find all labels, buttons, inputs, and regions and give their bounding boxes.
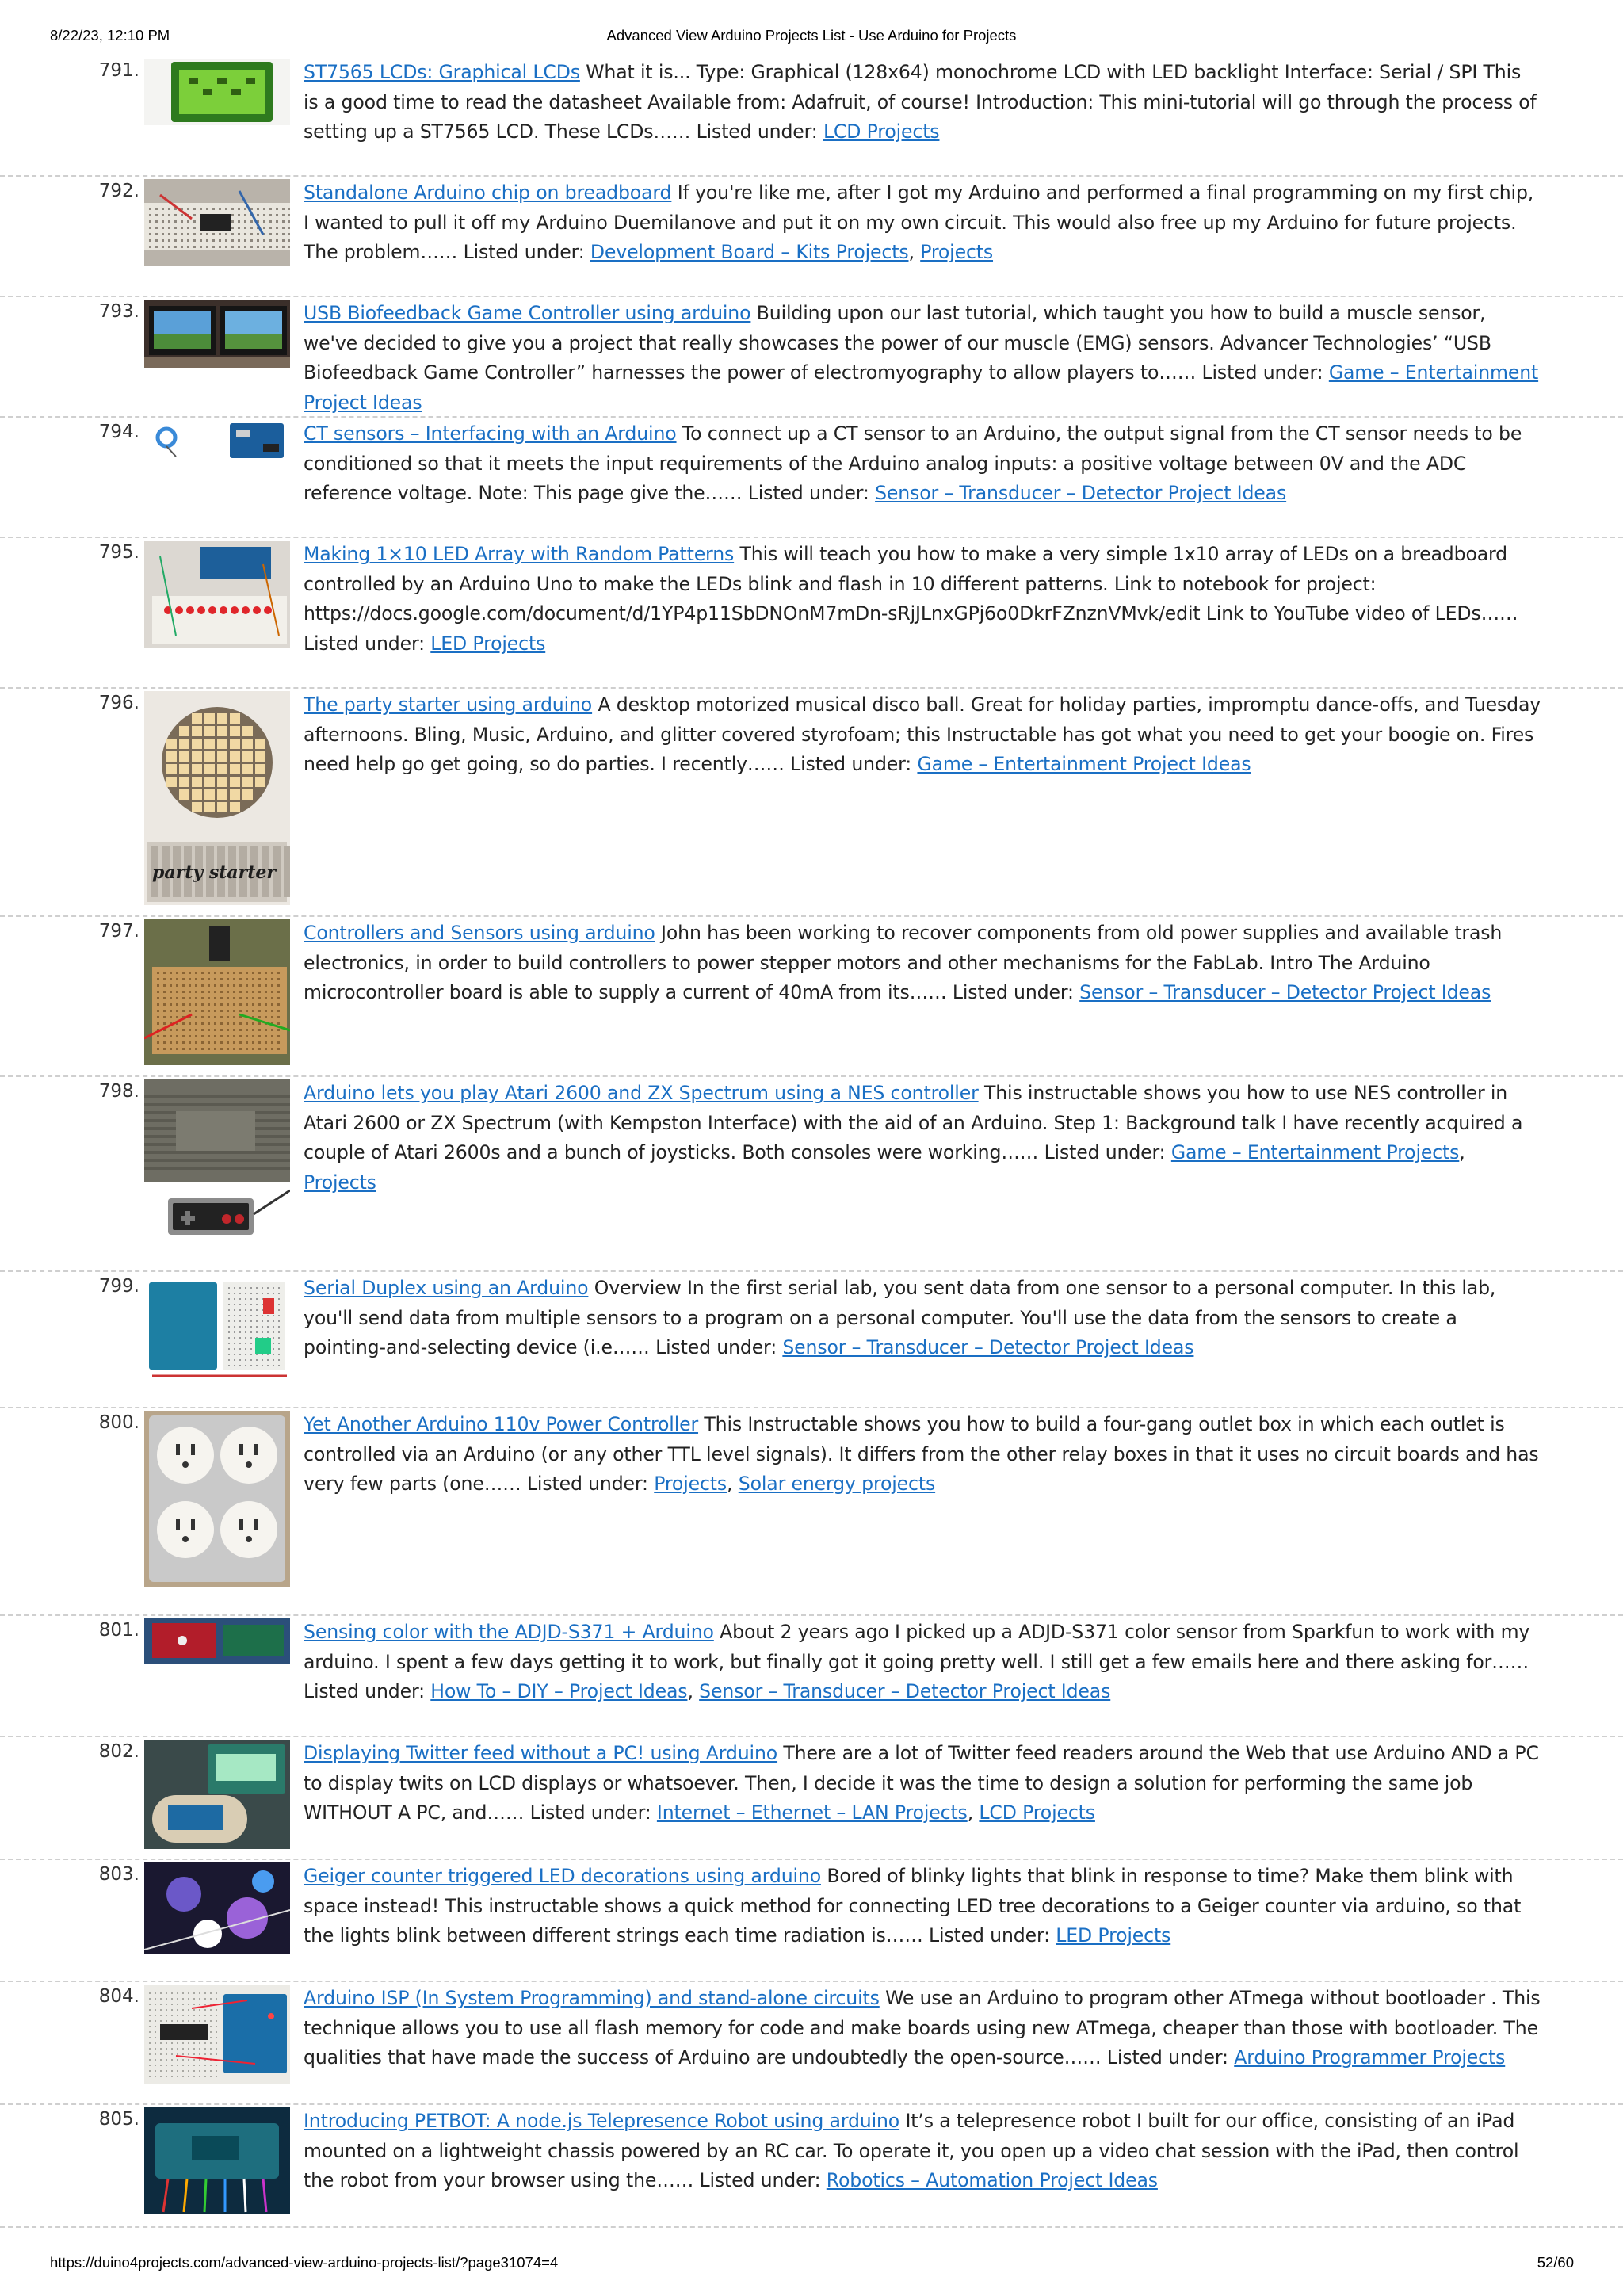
perfboard-photo [144,919,290,1065]
entry-number: 792. [98,181,139,201]
entry-text [304,2107,1541,2196]
entry-number: 800. [98,1412,139,1433]
entry-title-link[interactable]: Geiger counter triggered LED decorations using arduino [304,1865,821,1887]
category-link[interactable]: LED Projects [430,632,546,655]
category-link[interactable]: Robotics – Automation Project Ideas [826,2169,1158,2191]
entry-text [304,1274,1541,1363]
disco-ball-photo [144,691,290,905]
category-link[interactable]: Projects [920,241,994,263]
entry-title-link[interactable]: Making 1×10 LED Array with Random Patterns [304,543,735,565]
project-entry [0,297,1623,418]
print-footer [0,2254,1623,2273]
entry-description: It’s a telepresence robot I built for our office, consisting of an iPad mounted on a lightweight chassis powered by an RC car. To operate it, you open up a video chat session with the iPad, then control the robot from your browser using the…… [304,2110,1519,2191]
category-link[interactable]: LCD Projects [979,1801,1095,1824]
entry-description: There are a lot of Twitter feed readers around the Web that use Arduino AND a PC to display twits on LCD displays or whatsoever. Then, I decide it was the time to design a solution for performing the same job WITHOUT A PC, and…… [304,1742,1539,1824]
entry-number: 796. [98,693,139,713]
entry-thumbnail[interactable] [144,1862,290,1954]
entry-thumbnail[interactable] [144,1985,290,2084]
twitter-lcd-photo [144,1740,290,1849]
listed-under-label: Listed under: [304,1680,431,1702]
category-link[interactable]: Sensor – Transducer – Detector Project Ideas [1079,981,1491,1003]
category-link[interactable]: Sensor – Transducer – Detector Project Ideas [875,482,1287,504]
entry-thumbnail[interactable] [144,59,290,125]
entry-text [304,419,1541,509]
category-link[interactable]: Sensor – Transducer – Detector Project Ideas [782,1336,1194,1358]
entry-number: 793. [98,301,139,322]
listed-under-label: Listed under: [699,2169,827,2191]
entry-thumbnail[interactable] [144,1618,290,1664]
entry-title-link[interactable]: CT sensors – Interfacing with an Arduino [304,422,677,445]
entry-number: 798. [98,1081,139,1102]
entry-number: 804. [98,1986,139,2007]
entry-title-link[interactable]: Controllers and Sensors using arduino [304,922,655,944]
entry-number: 797. [98,921,139,942]
color-sensor-photo [144,1618,290,1664]
entry-text [304,178,1541,268]
project-entry [0,1077,1623,1272]
listed-under-label: Listed under: [655,1336,783,1358]
entry-description: To connect up a CT sensor to an Arduino, the output signal from the CT sensor needs to be conditioned so that it meets the input requirements of the Arduino analog inputs: a positive voltage between 0V and the ADC reference voltage. Note: This page give the…… [304,422,1522,504]
category-link[interactable]: Game – Entertainment Project Ideas [304,361,1539,414]
listed-under-label: Listed under: [463,241,590,263]
entry-description: John has been working to recover components from old power supplies and available trash electronics, in order to build controllers to power stepper motors and other mechanisms for the FabLab. Intro The Arduino microcontroller board is able to supply a current of 40mA from its…… [304,922,1503,1003]
listed-under-label: Listed under: [790,753,918,775]
entry-number: 794. [98,422,139,442]
outlet-box-photo [144,1411,290,1587]
project-entry [0,2105,1623,2228]
entry-description: Building upon our last tutorial, which taught you how to build a muscle sensor, we've decided to give you a project that really showcases the power of our muscle (EMG) sensors. Advancer Technologies’ “USB Biofeedback Game Controller” harnesses the power of electromyography to allow players to…… [304,302,1491,384]
entry-text [304,1410,1541,1499]
category-separator: , [967,1801,980,1824]
led-array-photo [144,541,290,648]
entry-text [304,919,1541,1008]
category-link[interactable]: Projects [304,1171,376,1194]
entry-number: 803. [98,1864,139,1885]
project-entry [0,689,1623,917]
entry-text [304,58,1541,147]
listed-under-label: Listed under: [952,981,1080,1003]
listed-under-label: Listed under: [1044,1141,1171,1163]
entry-title-link[interactable]: Displaying Twitter feed without a PC! using Arduino [304,1742,778,1764]
breadboard-photo [144,179,290,266]
entry-description: A desktop motorized musical disco ball. Great for holiday parties, impromptu dance-offs, and Tuesday afternoons. Bling, Music, Arduino, and glitter covered styrofoam; this Instructable has got what you need to get your boogie on. Fires need help go get going, so do parties. I recently…… [304,693,1541,775]
led-decorations-photo [144,1862,290,1954]
category-separator: , [908,241,921,263]
project-entry [0,1408,1623,1616]
print-page-title: Advanced View Arduino Projects List - Use Arduino for Projects [606,27,1017,44]
entry-title-link[interactable]: Arduino ISP (In System Programming) and stand-alone circuits [304,1987,880,2009]
entry-text [304,1079,1541,1198]
entry-description: Bored of blinky lights that blink in response to time? Make them blink with space instead! This instructable shows a quick method for connecting LED tree decorations to a Geiger counter via arduino, so that the lights blink between different strings each time radiation is…… [304,1865,1522,1946]
entry-title-link[interactable]: USB Biofeedback Game Controller using arduino [304,302,751,324]
listed-under-label: Listed under: [1201,361,1329,384]
print-url: https://duino4projects.com/advanced-view-arduino-projects-list/?page31074=4 [50,2254,559,2271]
entry-thumbnail[interactable] [144,179,290,266]
listed-under-label: Listed under: [304,632,431,655]
category-separator: , [1459,1141,1465,1163]
atari-nes-photo [144,1079,290,1259]
entry-text [304,540,1541,659]
project-entry [0,538,1623,689]
entry-number: 805. [98,2109,139,2130]
entry-title-link[interactable]: ST7565 LCDs: Graphical LCDs [304,61,580,83]
entry-description: If you're like me, after I got my Arduino and performed a final programming on my first chip, I wanted to pull it off my Arduino Duemilanove and put it on my own circuit. This would also free up my Arduino for future projects. The problem…… [304,181,1534,263]
entry-thumbnail[interactable] [144,1079,290,1259]
entry-description: This will teach you how to make a very simple 1x10 array of LEDs on a breadboard controlled by an Arduino Uno to make the LEDs blink and flash in 10 different patterns. Link to notebook for project: https://docs.google.com/document/d/1YP4p11SbDNOnM7mDn-sRjJLnxGPj6o0DkrFZnznVMvk/edit Link to YouTube video of LEDs…… [304,543,1518,625]
print-header [0,27,1623,46]
entry-text [304,1984,1541,2073]
project-entry [0,1272,1623,1408]
entry-text [304,1618,1541,1707]
arduino-wiring-photo [144,1274,290,1381]
entry-description: Overview In the first serial lab, you sent data from one sensor to a personal computer. In this lab, you'll send data from multiple sensors to a program on a personal computer. You'll use the data from the sensors to create a pointing-and-selecting device (i.e…… [304,1277,1496,1358]
entry-text [304,299,1541,418]
listed-under-label: Listed under: [529,1801,657,1824]
entry-number: 799. [98,1276,139,1297]
listed-under-label: Listed under: [929,1924,1056,1946]
project-list [0,56,1623,2228]
category-link[interactable]: Arduino Programmer Projects [1234,2046,1506,2069]
category-link[interactable]: Game – Entertainment Project Ideas [917,753,1251,775]
category-link[interactable]: LED Projects [1056,1924,1171,1946]
listed-under-label: Listed under: [1106,2046,1235,2069]
entry-thumbnail[interactable] [144,919,290,1065]
entry-thumbnail[interactable] [144,1274,290,1381]
project-entry [0,56,1623,177]
category-link[interactable]: Game – Entertainment Projects [1170,1141,1460,1163]
entry-thumbnail[interactable] [144,1411,290,1587]
category-link[interactable]: How To – DIY – Project Ideas [430,1680,688,1702]
entry-title-link[interactable]: Serial Duplex using an Arduino [304,1277,589,1299]
project-entry [0,418,1623,538]
entry-thumbnail[interactable] [144,541,290,648]
project-entry [0,1616,1623,1737]
category-separator: , [687,1680,700,1702]
project-entry [0,1860,1623,1982]
petbot-board-photo [144,2107,290,2214]
listed-under-label: Listed under: [526,1473,655,1495]
ct-sensor-photo [144,420,290,461]
category-link[interactable]: LCD Projects [823,120,940,143]
category-separator: , [727,1473,739,1495]
entry-thumbnail[interactable] [144,300,290,368]
entry-thumbnail[interactable] [144,1740,290,1849]
entry-thumbnail[interactable] [144,2107,290,2214]
entry-title-link[interactable]: Sensing color with the ADJD-S371 + Arduino [304,1621,714,1643]
entry-number: 802. [98,1741,139,1762]
entry-description: What it is... Type: Graphical (128x64) monochrome LCD with LED backlight Interface: Serial / SPI This is a good time to read the datasheet Available from: Adafruit, of course! Introduction: This mini-tutorial will go through the process of setting up a ST7565 LCD. These LCDs…… [304,61,1537,143]
category-link[interactable]: Development Board – Kits Projects [590,241,909,263]
category-link[interactable]: Internet – Ethernet – LAN Projects [656,1801,968,1824]
category-link[interactable]: Solar energy projects [738,1473,936,1495]
entry-description: We use an Arduino to program other ATmega without bootloader . This technique allows you to use all flash memory for code and make boards using new ATmega, cheaper than those with bootloader. The qualities that have made the success of Arduino are undoubtedly the open-source…… [304,1987,1541,2069]
entry-title-link[interactable]: Yet Another Arduino 110v Power Controller [304,1413,699,1435]
project-entry [0,1737,1623,1860]
category-link[interactable]: Projects [654,1473,727,1495]
listed-under-label: Listed under: [747,482,876,504]
entry-title-link[interactable]: Introducing PETBOT: A node.js Telepresence Robot using arduino [304,2110,900,2132]
entry-description: This Instructable shows you how to build a four-gang outlet box in which each outlet is controlled via an Arduino (or any other TTL level signals). It differs from the other relay boxes in that it uses no circuit boards and has very few parts (one…… [304,1413,1539,1495]
listed-under-label: Listed under: [696,120,823,143]
entry-description: About 2 years ago I picked up a ADJD-S371 color sensor from Sparkfun to work with my arduino. I spent a few days getting it to work, but finally got it going pretty well. I still get a few emails here and there asking for…… [304,1621,1530,1673]
thumb-caption: party starter [152,862,276,883]
project-entry [0,1982,1623,2105]
print-datetime: 8/22/23, 12:10 PM [50,27,170,44]
isp-breadboard-photo [144,1985,290,2084]
print-page-number: 52/60 [1537,2254,1574,2271]
entry-title-link[interactable]: The party starter using arduino [304,693,593,716]
entry-number: 801. [98,1620,139,1641]
category-link[interactable]: Sensor – Transducer – Detector Project Ideas [699,1680,1111,1702]
entry-thumbnail[interactable] [144,420,290,461]
entry-text [304,1739,1541,1828]
entry-title-link[interactable]: Arduino lets you play Atari 2600 and ZX Spectrum using a NES controller [304,1082,979,1104]
entry-text [304,690,1541,780]
game-screens-photo [144,300,290,368]
entry-title-link[interactable]: Standalone Arduino chip on breadboard [304,181,672,204]
entry-number: 795. [98,542,139,563]
entry-text [304,1862,1541,1951]
lcd-module-photo [144,59,290,125]
entry-thumbnail[interactable] [144,691,290,905]
entry-number: 791. [98,60,139,81]
entry-description: This instructable shows you how to use NES controller in Atari 2600 or ZX Spectrum (with Kempston Interface) with the aid of an Arduino. Step 1: Background talk I have recently acquired a couple of Atari 2600s and a bunch of joysticks. Both consoles were working…… [304,1082,1523,1163]
project-entry [0,917,1623,1077]
project-entry [0,177,1623,297]
